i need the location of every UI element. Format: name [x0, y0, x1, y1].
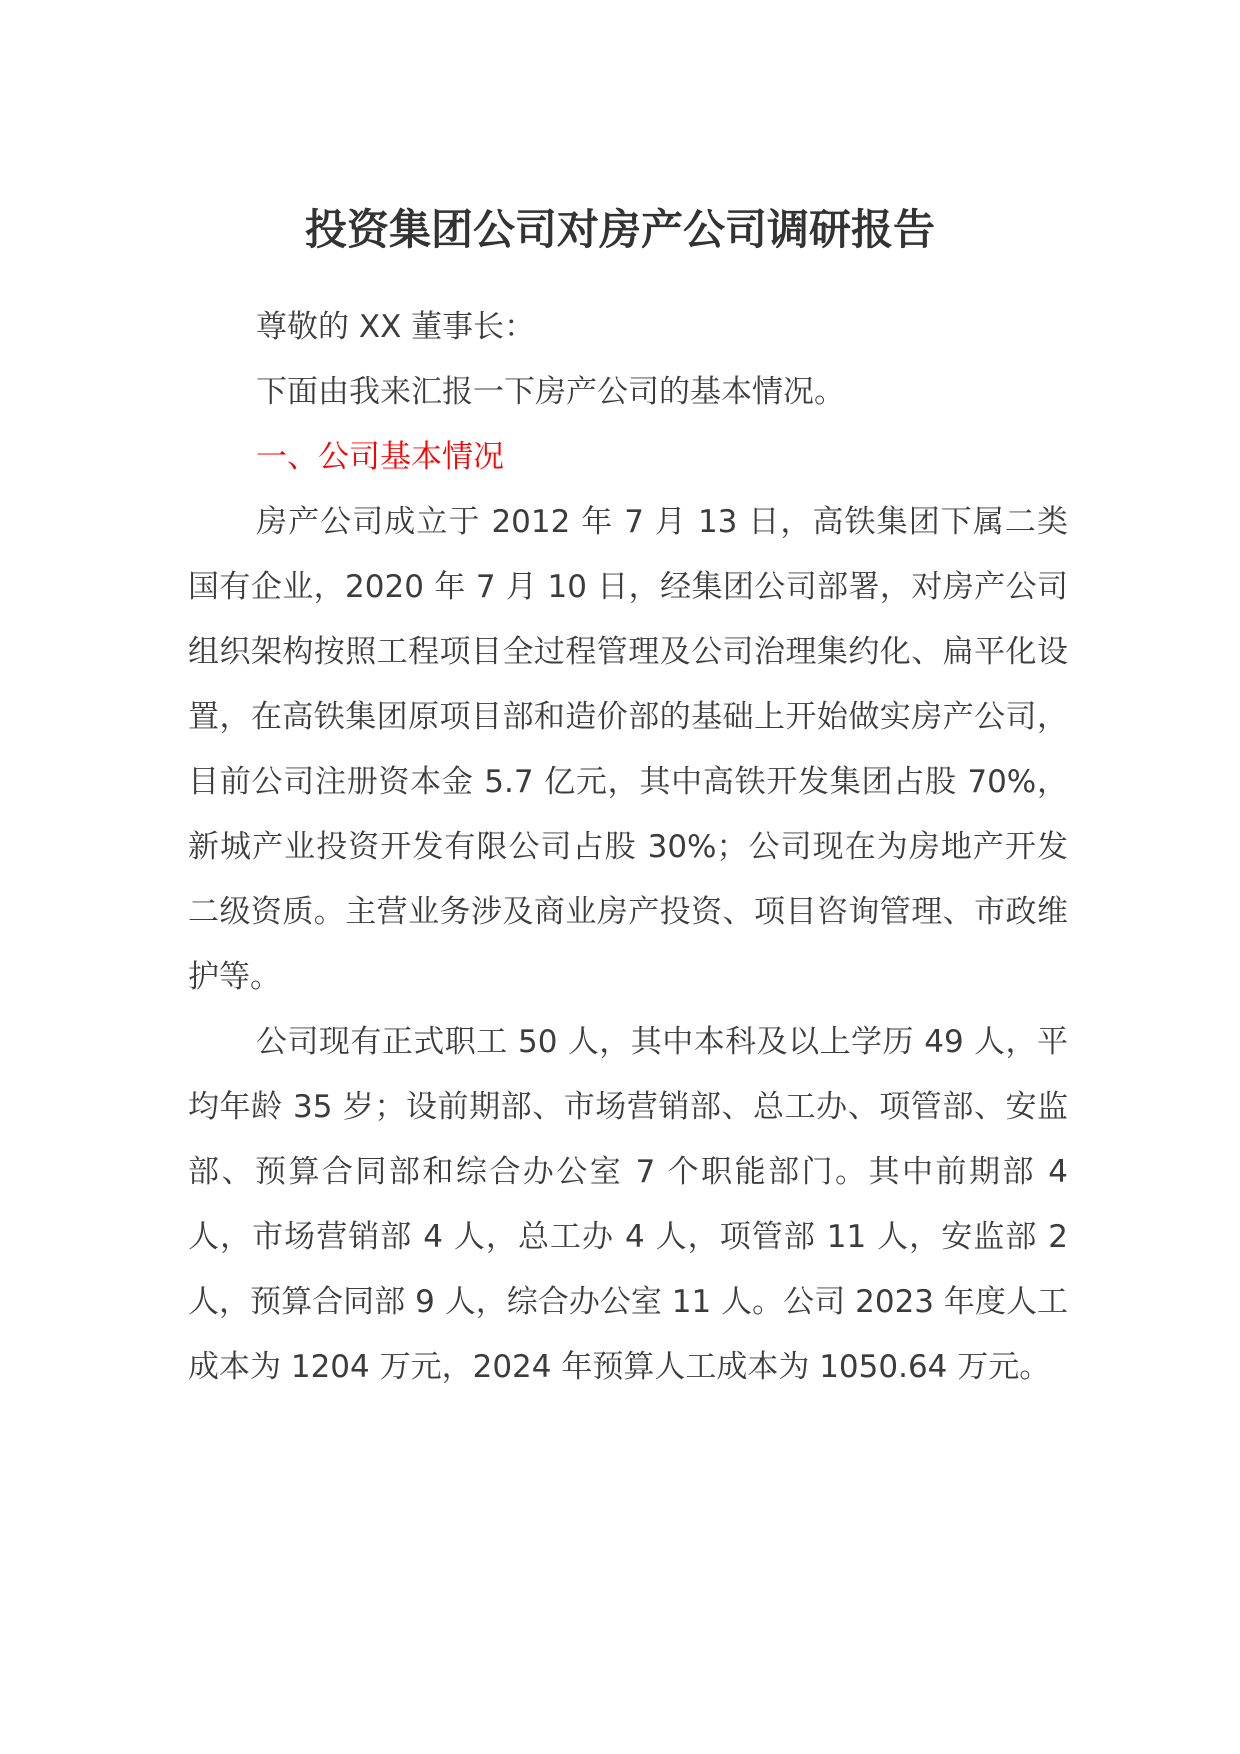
salutation: 尊敬的 XX 董事长： — [256, 309, 536, 345]
section-heading-basic-info: 一、公司基本情况 — [256, 439, 504, 475]
paragraph-staff-overview: 公司现有正式职工 50 人，其中本科及以上学历 49 人，平均年龄 35 岁；设前期部、市场营销部、总工办、项管部、安监部、预算合同部和综合办公室 7 个职能部门。其中前期部 4 人，市场营销部 4 人，总工办 4 人，项管部 11 人，安监部 2 人，预算合同部 9 人，综合办公室 11 人。公司 2023 年度人工成本为 1204 万元，2024 年预算人工成本为 1050.64 万元。 — [188, 1024, 1068, 1385]
document-body — [188, 295, 1068, 1400]
document-title: 投资集团公司对房产公司调研报告 — [304, 205, 935, 254]
intro-paragraph: 下面由我来汇报一下房产公司的基本情况。 — [256, 374, 845, 410]
paragraph-company-overview: 房产公司成立于 2012 年 7 月 13 日，高铁集团下属二类国有企业，2020 年 7 月 10 日，经集团公司部署，对房产公司组织架构按照工程项目全过程管理及公司治理集约化、扁平化设置，在高铁集团原项目部和造价部的基础上开始做实房产公司，目前公司注册资本金 5.7 亿元，其中高铁开发集团占股 70%，新城产业投资开发有限公司占股 30%；公司现在为房地产开发二级资质。主营业务涉及商业房产投资、项目咨询管理、市政维护等。 — [188, 504, 1068, 995]
